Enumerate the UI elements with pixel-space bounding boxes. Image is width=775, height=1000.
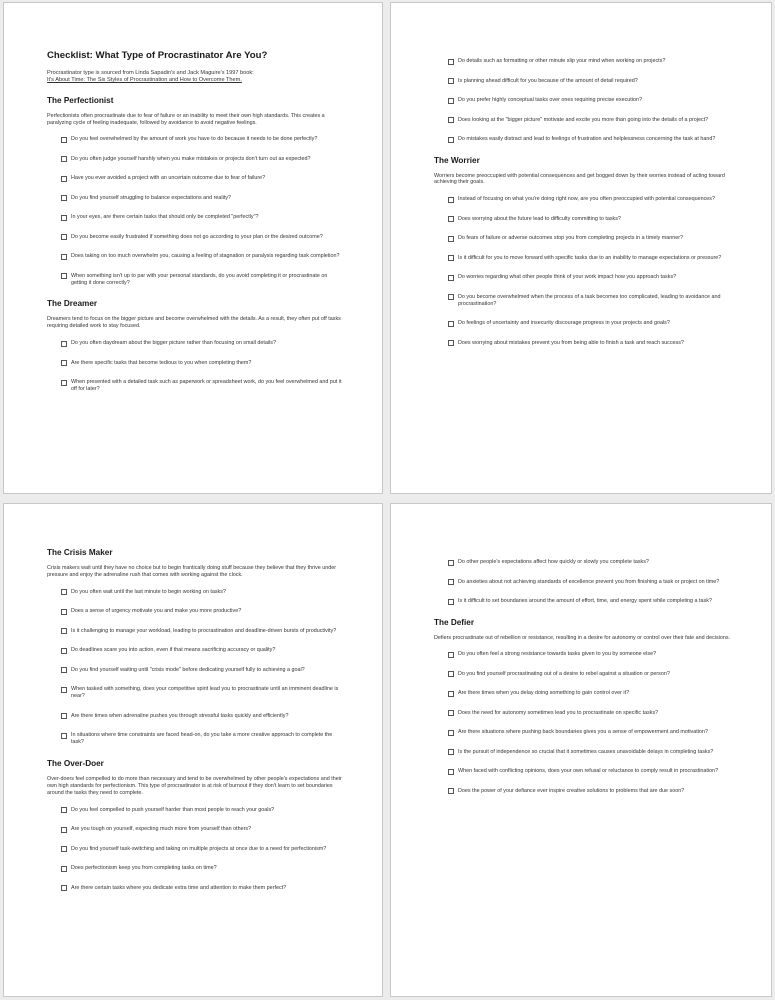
checklist-item[interactable]: Do you often feel a strong resistance towards tasks given to you by someone else? bbox=[448, 651, 731, 658]
checklist-item[interactable]: Are there times when adrenaline pushes you through stressful tasks quickly and efficiently? bbox=[61, 713, 342, 720]
over-doer-checklist bbox=[47, 807, 342, 892]
crisis-maker-description: Crisis makers wait until they have no choice but to begin frantically doing stuff because they believe that they thrive under pressure and enjoy the adrenaline rush that comes with working against the clock. bbox=[47, 565, 337, 578]
checkbox-icon[interactable] bbox=[448, 599, 454, 605]
over-doer-description: Over-doers feel compelled to do more than necessary and tend to be overwhelmed by other people's expectations and their own high standards for perfectionism. This type of procrastinator is at risk of burnout if they don't learn to set boundaries around the tasks they need to complete. bbox=[47, 775, 342, 796]
document-page-4 bbox=[390, 503, 772, 997]
checkbox-icon[interactable] bbox=[448, 788, 454, 794]
checklist-item[interactable]: Do you become overwhelmed when the process of a task becomes too complicated, leading to avoidance and procrastination? bbox=[448, 294, 731, 308]
checkbox-icon[interactable] bbox=[448, 137, 454, 143]
checklist-item[interactable]: Do you become easily frustrated if something does not go according to your plan or the desired outcome? bbox=[61, 234, 342, 241]
defier-description: Defiers procrastinate out of rebellion or resistance, resulting in a desire for autonomy or control over their fate and decisions. bbox=[434, 634, 731, 641]
checkbox-icon[interactable] bbox=[448, 321, 454, 327]
checklist-item[interactable]: Are there certain tasks where you dedicate extra time and attention to make them perfect? bbox=[61, 885, 342, 892]
checkbox-icon[interactable] bbox=[61, 866, 67, 872]
checklist-item[interactable]: Do other people's expectations affect how quickly or slowly you complete tasks? bbox=[448, 559, 731, 566]
checkbox-icon[interactable] bbox=[61, 733, 67, 739]
defier-heading: The Defier bbox=[434, 617, 475, 627]
checklist-item[interactable]: Does the need for autonomy sometimes lead you to procrastinate on specific tasks? bbox=[448, 710, 731, 717]
checkbox-icon[interactable] bbox=[61, 846, 67, 852]
checkbox-icon[interactable] bbox=[61, 589, 67, 595]
checkbox-icon[interactable] bbox=[61, 628, 67, 634]
checkbox-icon[interactable] bbox=[61, 254, 67, 260]
checklist-item[interactable]: Does worrying about mistakes prevent you from being able to finish a task and reach success? bbox=[448, 340, 731, 347]
checkbox-icon[interactable] bbox=[448, 710, 454, 716]
checkbox-icon[interactable] bbox=[448, 98, 454, 104]
checkbox-icon[interactable] bbox=[448, 671, 454, 677]
checkbox-icon[interactable] bbox=[448, 730, 454, 736]
intro-book-title: It's About Time: The Six Styles of Procrastination and How to Overcome Them. bbox=[47, 77, 242, 84]
checkbox-icon[interactable] bbox=[61, 273, 67, 279]
checkbox-icon[interactable] bbox=[448, 579, 454, 585]
checkbox-icon[interactable] bbox=[448, 275, 454, 281]
over-doer-heading: The Over-Doer bbox=[47, 758, 104, 768]
checkbox-icon[interactable] bbox=[61, 176, 67, 182]
checklist-item[interactable]: Is it difficult to set boundaries around the amount of effort, time, and energy spent while completing a task? bbox=[448, 598, 731, 605]
checklist-item[interactable]: Is it challenging to manage your workload, leading to procrastination and deadline-driven bursts of productivity? bbox=[61, 628, 342, 635]
checklist-item[interactable]: When tasked with something, does your competitive spirit lead you to procrastinate until an imminent deadline is near? bbox=[61, 686, 342, 700]
checkbox-icon[interactable] bbox=[448, 117, 454, 123]
checklist-item[interactable]: Is the pursuit of independence so crucial that it sometimes causes unavoidable delays in completing tasks? bbox=[448, 749, 731, 756]
checklist-item[interactable]: Do you feel compelled to push yourself harder than most people to reach your goals? bbox=[61, 807, 342, 814]
over-doer-checklist-continued bbox=[434, 559, 731, 605]
checkbox-icon[interactable] bbox=[448, 749, 454, 755]
checklist-item[interactable]: Does the power of your defiance ever inspire creative solutions to problems that are due soon? bbox=[448, 788, 731, 795]
checklist-item[interactable]: Do mistakes easily distract and lead to feelings of frustration and helplessness concerning the task at hand? bbox=[448, 136, 731, 143]
checkbox-icon[interactable] bbox=[61, 156, 67, 162]
checkbox-icon[interactable] bbox=[61, 360, 67, 366]
checkbox-icon[interactable] bbox=[61, 667, 67, 673]
checklist-item[interactable]: Does perfectionism keep you from completing tasks on time? bbox=[61, 865, 342, 872]
checklist-item[interactable]: Are there times when you delay doing something to gain control over it? bbox=[448, 690, 731, 697]
checklist-item[interactable]: In your eyes, are there certain tasks that should only be completed "perfectly"? bbox=[61, 214, 342, 221]
checklist-item[interactable]: Do fears of failure or adverse outcomes stop you from completing projects in a timely manner? bbox=[448, 235, 731, 242]
checkbox-icon[interactable] bbox=[61, 609, 67, 615]
checklist-item[interactable]: Are there situations where pushing back boundaries gives you a sense of empowerment and motivation? bbox=[448, 729, 731, 736]
checklist-item[interactable]: Do you feel overwhelmed by the amount of work you have to do because it needs to be done perfectly? bbox=[61, 136, 342, 143]
checkbox-icon[interactable] bbox=[61, 215, 67, 221]
checkbox-icon[interactable] bbox=[61, 827, 67, 833]
checkbox-icon[interactable] bbox=[61, 807, 67, 813]
checkbox-icon[interactable] bbox=[61, 380, 67, 386]
checklist-item[interactable]: Do you often daydream about the bigger picture rather than focusing on small details? bbox=[61, 340, 342, 347]
document-page-1 bbox=[3, 2, 383, 494]
checklist-item[interactable]: Do you find yourself waiting until "crisis mode" before dedicating yourself fully to achieving a goal? bbox=[61, 667, 342, 674]
checkbox-icon[interactable] bbox=[61, 713, 67, 719]
checkbox-icon[interactable] bbox=[61, 234, 67, 240]
checkbox-icon[interactable] bbox=[448, 294, 454, 300]
checkbox-icon[interactable] bbox=[448, 197, 454, 203]
checklist-item[interactable]: Is planning ahead difficult for you because of the amount of detail required? bbox=[448, 78, 731, 85]
checklist-item[interactable]: Do feelings of uncertainty and insecurity discourage progress in your projects and goals? bbox=[448, 320, 731, 327]
intro-source-line: Procrastinator type is sourced from Linda Sapadin's and Jack Maguire's 1997 book: bbox=[47, 70, 254, 76]
document-title: Checklist: What Type of Procrastinator Are You? bbox=[47, 50, 268, 61]
checkbox-icon[interactable] bbox=[448, 255, 454, 261]
intro-text bbox=[47, 70, 342, 85]
checkbox-icon[interactable] bbox=[61, 687, 67, 693]
checklist-item[interactable]: Does worrying about the future lead to difficulty committing to tasks? bbox=[448, 216, 731, 223]
checklist-item[interactable]: Do you find yourself struggling to balance expectations and reality? bbox=[61, 195, 342, 202]
checklist-item[interactable]: When presented with a detailed task such as paperwork or spreadsheet work, do you feel overwhelmed and put it off for later? bbox=[61, 379, 342, 393]
defier-checklist bbox=[434, 651, 731, 795]
checklist-item[interactable]: Are you tough on yourself, expecting much more from yourself than others? bbox=[61, 826, 342, 833]
checklist-item[interactable]: Are there specific tasks that become tedious to you when completing them? bbox=[61, 360, 342, 367]
checkbox-icon[interactable] bbox=[448, 560, 454, 566]
checklist-item[interactable]: Does taking on too much overwhelm you, causing a feeling of stagnation or paralysis regarding task completion? bbox=[61, 253, 342, 260]
checkbox-icon[interactable] bbox=[61, 885, 67, 891]
checkbox-icon[interactable] bbox=[448, 691, 454, 697]
worrier-heading: The Worrier bbox=[434, 155, 480, 165]
document-page-2 bbox=[390, 2, 772, 494]
checkbox-icon[interactable] bbox=[448, 769, 454, 775]
perfectionist-description: Perfectionists often procrastinate due to fear of failure or an inability to meet their own high standards. This creates a paralyzing cycle of feeling inadequate, followed by avoidance to avoid negative feelings. bbox=[47, 112, 325, 126]
perfectionist-checklist bbox=[47, 136, 342, 287]
checkbox-icon[interactable] bbox=[448, 59, 454, 65]
checklist-item[interactable]: Do you find yourself procrastinating out of a desire to rebel against a situation or person? bbox=[448, 671, 731, 678]
checklist-item[interactable]: Do you find yourself task-switching and taking on multiple projects at once due to a need for perfectionism? bbox=[61, 846, 342, 853]
checkbox-icon[interactable] bbox=[61, 341, 67, 347]
checklist-item[interactable]: Do anxieties about not achieving standards of excellence prevent you from finishing a task or project on time? bbox=[448, 579, 731, 586]
checkbox-icon[interactable] bbox=[448, 340, 454, 346]
checklist-item[interactable]: When something isn't up to par with your personal standards, do you avoid completing it or procrastinate on getting it done correctly? bbox=[61, 273, 342, 287]
checkbox-icon[interactable] bbox=[448, 652, 454, 658]
checkbox-icon[interactable] bbox=[61, 195, 67, 201]
checklist-item[interactable]: In situations where time constraints are faced head-on, do you take a more creative approach to complete the task? bbox=[61, 732, 342, 746]
dreamer-heading: The Dreamer bbox=[47, 299, 98, 309]
checklist-item[interactable]: Have you ever avoided a project with an uncertain outcome due to fear of failure? bbox=[61, 175, 342, 182]
checklist-item[interactable]: Do you often judge yourself harshly when you make mistakes or projects don't turn out as expected? bbox=[61, 156, 342, 163]
checkbox-icon[interactable] bbox=[61, 137, 67, 143]
checklist-item[interactable]: Does a sense of urgency motivate you and make you more productive? bbox=[61, 608, 342, 615]
crisis-maker-heading: The Crisis Maker bbox=[47, 548, 113, 557]
checkbox-icon[interactable] bbox=[448, 216, 454, 222]
checkbox-icon[interactable] bbox=[448, 236, 454, 242]
document-page-3 bbox=[3, 503, 383, 997]
checkbox-icon[interactable] bbox=[448, 78, 454, 84]
worrier-description: Worriers become preoccupied with potential consequences and get bogged down by their worries instead of acting toward achieving their goals. bbox=[434, 172, 725, 186]
dreamer-checklist-continued bbox=[434, 58, 731, 143]
checklist-item[interactable]: Do worries regarding what other people think of your work impact how you approach tasks? bbox=[448, 274, 731, 281]
checklist-item[interactable]: Instead of focusing on what you're doing right now, are you often preoccupied with potential consequences? bbox=[448, 196, 731, 203]
checklist-item[interactable]: When faced with conflicting opinions, does your own refusal or reluctance to comply result in procrastination? bbox=[448, 768, 731, 775]
checklist-item[interactable]: Does looking at the "bigger picture" motivate and excite you more than going into the details of a project? bbox=[448, 117, 731, 124]
checklist-item[interactable]: Do you prefer highly conceptual tasks over ones requiring precise execution? bbox=[448, 97, 731, 104]
dreamer-checklist bbox=[47, 340, 342, 393]
checkbox-icon[interactable] bbox=[61, 648, 67, 654]
checklist-item[interactable]: Do you often wait until the last minute to begin working on tasks? bbox=[61, 589, 342, 596]
crisis-maker-checklist bbox=[47, 589, 342, 747]
checklist-item[interactable]: Do details such as formatting or other minute slip your mind when working on projects? bbox=[448, 58, 731, 65]
checklist-item[interactable]: Is it difficult for you to move forward with specific tasks due to an inability to manage expectations or pressure? bbox=[448, 255, 731, 262]
dreamer-description: Dreamers tend to focus on the bigger picture and become overwhelmed with the details. As a result, they often put off tasks requiring detailed work to stay focused. bbox=[47, 316, 341, 330]
worrier-checklist bbox=[434, 196, 731, 347]
checklist-item[interactable]: Do deadlines scare you into action, even if that means sacrificing accuracy or quality? bbox=[61, 647, 342, 654]
perfectionist-heading: The Perfectionist bbox=[47, 95, 114, 105]
